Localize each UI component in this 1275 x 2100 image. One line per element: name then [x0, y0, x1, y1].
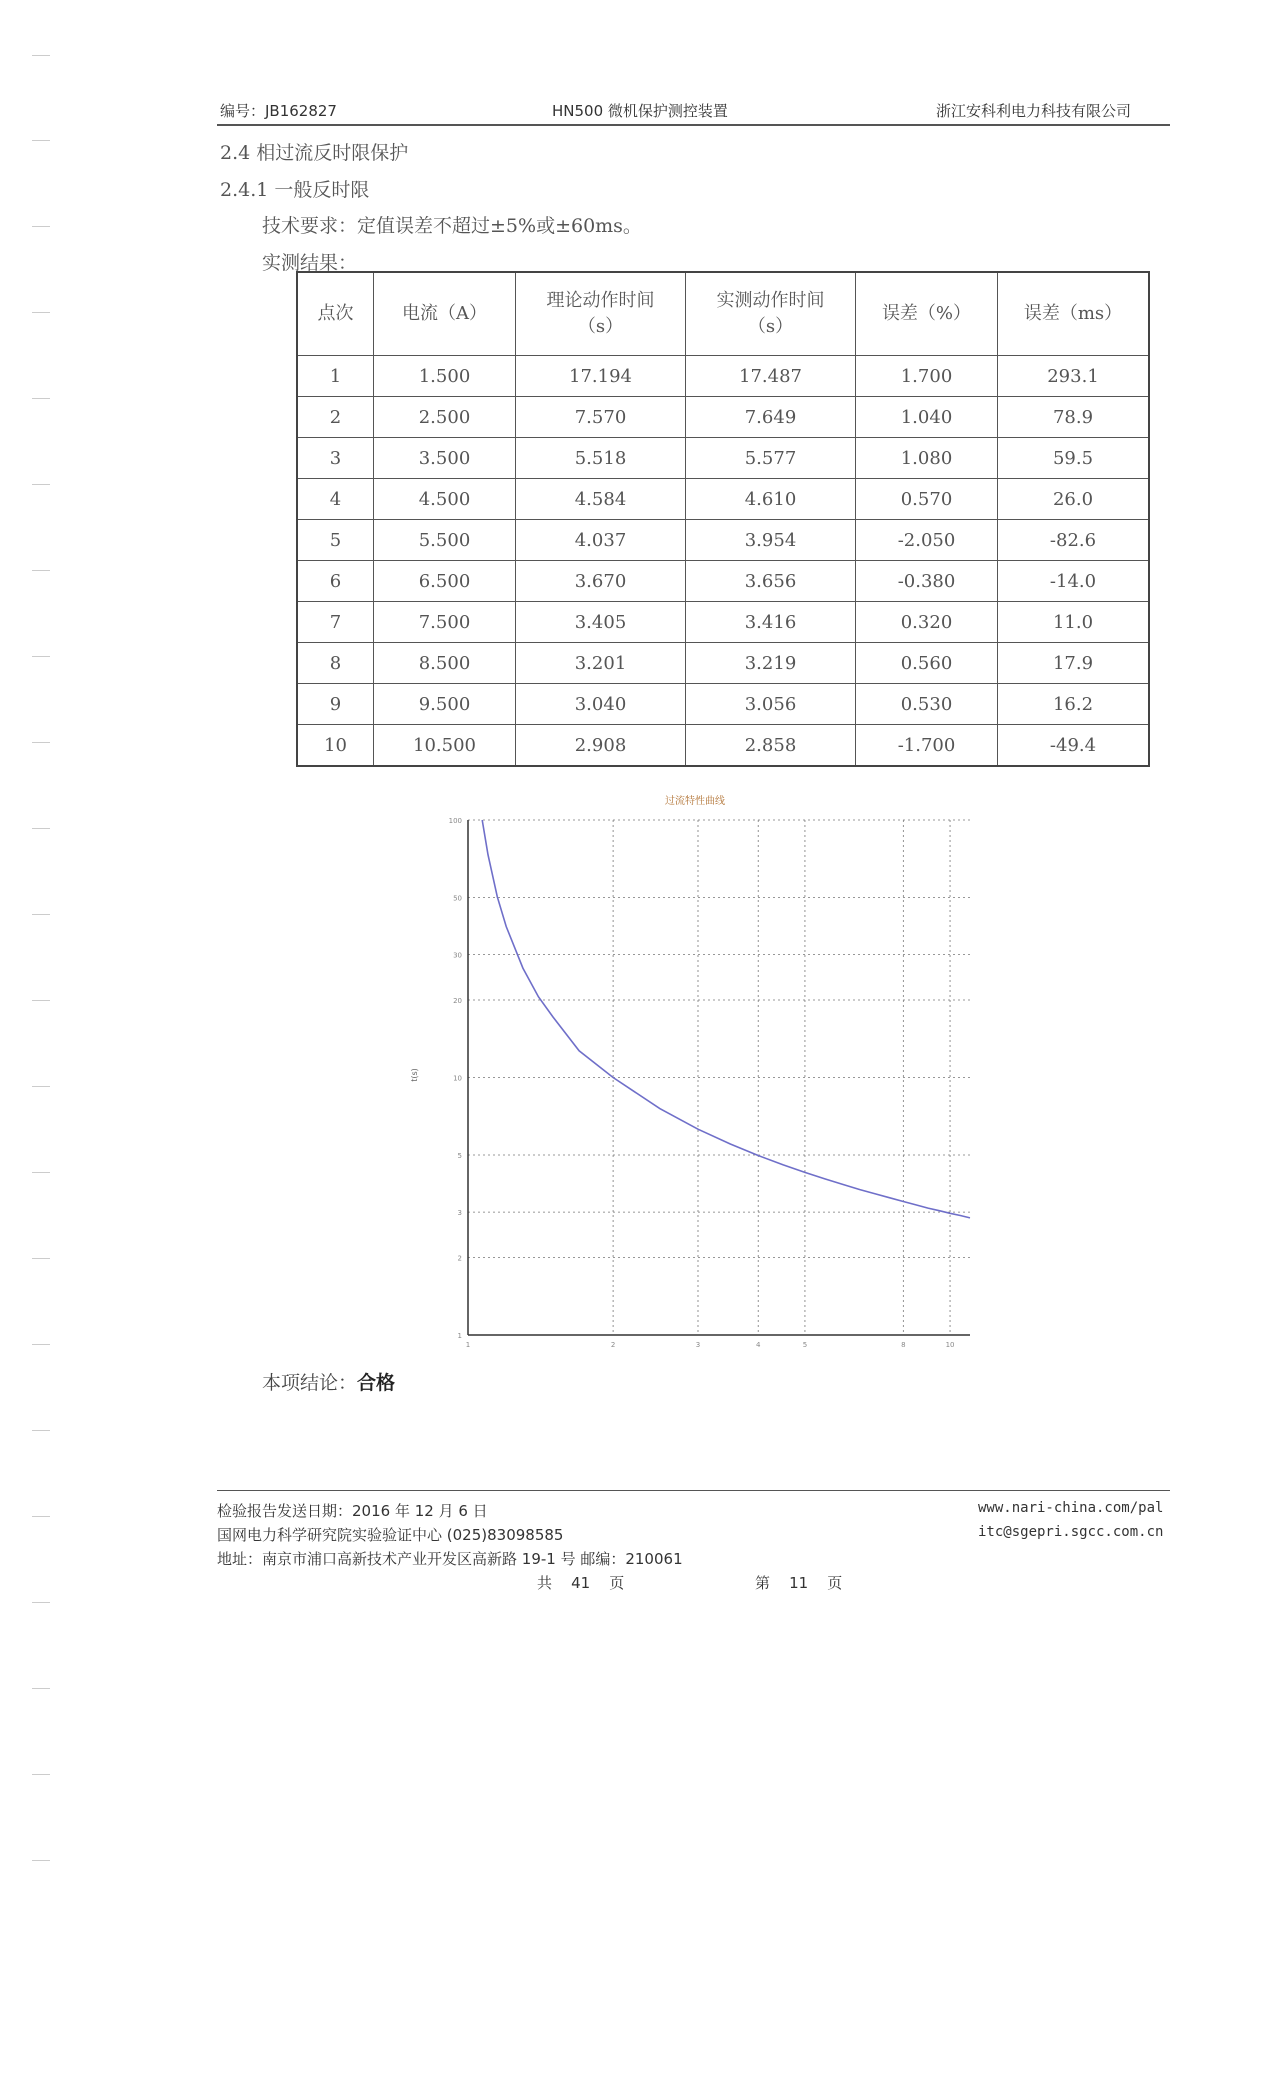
x-tick-label: 8	[901, 1341, 906, 1349]
margin-mark	[32, 398, 50, 399]
cell-measured-time: 3.219	[686, 643, 856, 684]
footer-rule	[217, 1490, 1170, 1491]
x-tick-label: 1	[465, 1341, 471, 1349]
cell-current: 6.500	[374, 561, 516, 602]
margin-mark	[32, 1516, 50, 1517]
cell-error-ms: 11.0	[998, 602, 1150, 643]
cell-error-ms: 293.1	[998, 356, 1150, 397]
margin-mark	[32, 570, 50, 571]
y-tick-labels	[449, 817, 462, 1340]
cell-error-ms: -82.6	[998, 520, 1150, 561]
cell-point: 3	[297, 438, 374, 479]
cell-theoretical-time: 7.570	[516, 397, 686, 438]
y-tick-label: 1	[457, 1332, 462, 1340]
cell-error-ms: -49.4	[998, 725, 1150, 767]
chart-series	[482, 820, 970, 1218]
cell-error-ms: 59.5	[998, 438, 1150, 479]
y-tick-label: 5	[457, 1152, 462, 1161]
cell-current: 5.500	[374, 520, 516, 561]
cell-theoretical-time: 5.518	[516, 438, 686, 479]
table-row	[297, 397, 1149, 438]
margin-mark	[32, 1258, 50, 1259]
margin-mark	[32, 1430, 50, 1431]
result-label: 实测结果：	[262, 252, 358, 274]
table-row	[297, 438, 1149, 479]
col-header-theoretical-time: 理论动作时间（s）	[516, 272, 686, 356]
overcurrent-characteristic-chart	[405, 790, 985, 1360]
conclusion-label: 本项结论：	[262, 1372, 358, 1394]
margin-mark	[32, 742, 50, 743]
cell-error-ms: 78.9	[998, 397, 1150, 438]
cell-point: 8	[297, 643, 374, 684]
cell-measured-time: 17.487	[686, 356, 856, 397]
technical-requirement: 技术要求：定值误差不超过±5%或±60ms。	[262, 215, 642, 237]
margin-mark	[32, 656, 50, 657]
margin-mark	[32, 1000, 50, 1001]
header-rule	[217, 124, 1170, 126]
col-header-error-percent: 误差（%）	[856, 272, 998, 356]
margin-mark	[32, 484, 50, 485]
cell-theoretical-time: 3.670	[516, 561, 686, 602]
margin-mark	[32, 140, 50, 141]
cell-measured-time: 3.954	[686, 520, 856, 561]
cell-theoretical-time: 3.201	[516, 643, 686, 684]
cell-error-percent: -2.050	[856, 520, 998, 561]
col-header-point: 点次	[297, 272, 374, 356]
chart-title: 过流特性曲线	[665, 796, 725, 807]
table-row	[297, 602, 1149, 643]
margin-mark	[32, 1688, 50, 1689]
cell-error-percent: 0.560	[856, 643, 998, 684]
y-tick-label: 20	[453, 996, 462, 1005]
x-tick-label: 3	[695, 1341, 701, 1349]
cell-point: 5	[297, 520, 374, 561]
institute-info: 国网电力科学研究院实验验证中心 (025)83098585	[217, 1526, 564, 1544]
margin-mark	[32, 226, 50, 227]
cell-measured-time: 5.577	[686, 438, 856, 479]
x-tick-label: 10	[945, 1341, 955, 1349]
table-row	[297, 684, 1149, 725]
margin-mark	[32, 55, 50, 56]
email-link[interactable]: itc@sgepri.sgcc.com.cn	[978, 1524, 1164, 1540]
margin-mark	[32, 914, 50, 915]
cell-point: 4	[297, 479, 374, 520]
cell-current: 9.500	[374, 684, 516, 725]
cell-error-percent: 1.040	[856, 397, 998, 438]
y-tick-label: 30	[453, 951, 462, 960]
cell-current: 3.500	[374, 438, 516, 479]
cell-measured-time: 3.416	[686, 602, 856, 643]
cell-current: 10.500	[374, 725, 516, 767]
cell-current: 1.500	[374, 356, 516, 397]
cell-measured-time: 4.610	[686, 479, 856, 520]
col-header-current: 电流（A）	[374, 272, 516, 356]
table-row	[297, 725, 1149, 767]
cell-error-ms: 16.2	[998, 684, 1150, 725]
report-send-date: 检验报告发送日期：2016 年 12 月 6 日	[217, 1502, 488, 1520]
margin-mark	[32, 1602, 50, 1603]
page-total: 共 41 页	[537, 1574, 625, 1592]
y-tick-label: 100	[448, 817, 462, 825]
cell-theoretical-time: 17.194	[516, 356, 686, 397]
results-table	[296, 271, 1150, 767]
cell-theoretical-time: 3.040	[516, 684, 686, 725]
document-number: 编号：JB162827	[220, 102, 337, 120]
cell-error-percent: 1.080	[856, 438, 998, 479]
margin-mark	[32, 1344, 50, 1345]
y-tick-label: 10	[453, 1074, 462, 1083]
cell-error-percent: 0.320	[856, 602, 998, 643]
cell-theoretical-time: 4.584	[516, 479, 686, 520]
table-row	[297, 643, 1149, 684]
table-row	[297, 561, 1149, 602]
cell-measured-time: 2.858	[686, 725, 856, 767]
margin-mark	[32, 312, 50, 313]
col-header-error-ms: 误差（ms）	[998, 272, 1150, 356]
y-tick-label: 2	[457, 1254, 462, 1263]
margin-mark	[32, 1172, 50, 1173]
x-tick-label: 4	[755, 1341, 761, 1349]
cell-error-ms: 26.0	[998, 479, 1150, 520]
col-header-measured-time: 实测动作时间（s）	[686, 272, 856, 356]
table-row	[297, 356, 1149, 397]
cell-current: 2.500	[374, 397, 516, 438]
cell-point: 6	[297, 561, 374, 602]
series-line	[482, 820, 970, 1218]
x-tick-labels	[466, 1341, 955, 1349]
cell-error-ms: 17.9	[998, 643, 1150, 684]
margin-mark	[32, 1774, 50, 1775]
section-heading: 2.4 相过流反时限保护	[220, 142, 409, 164]
y-tick-label: 50	[453, 894, 462, 903]
subsection-heading: 2.4.1 一般反时限	[220, 179, 370, 201]
table-row	[297, 520, 1149, 561]
conclusion-value: 合格	[357, 1372, 396, 1394]
cell-current: 7.500	[374, 602, 516, 643]
address-info: 地址：南京市浦口高新技术产业开发区高新路 19-1 号 邮编：210061	[217, 1550, 683, 1568]
document-title: HN500 微机保护测控装置	[552, 102, 728, 120]
page-current: 第 11 页	[755, 1574, 843, 1592]
cell-current: 4.500	[374, 479, 516, 520]
cell-current: 8.500	[374, 643, 516, 684]
cell-point: 9	[297, 684, 374, 725]
cell-point: 1	[297, 356, 374, 397]
table-header-row	[297, 272, 1149, 356]
cell-theoretical-time: 2.908	[516, 725, 686, 767]
website-link[interactable]: www.nari-china.com/pal	[978, 1500, 1164, 1516]
cell-error-percent: 0.570	[856, 479, 998, 520]
company-name: 浙江安科利电力科技有限公司	[936, 102, 1132, 120]
cell-measured-time: 7.649	[686, 397, 856, 438]
cell-point: 2	[297, 397, 374, 438]
conclusion	[262, 1368, 395, 1395]
cell-point: 7	[297, 602, 374, 643]
cell-measured-time: 3.056	[686, 684, 856, 725]
cell-error-percent: 0.530	[856, 684, 998, 725]
x-tick-label: 5	[802, 1341, 808, 1349]
margin-mark	[32, 828, 50, 829]
chart-y-axis-label: t(s)	[410, 1068, 419, 1082]
cell-error-percent: -0.380	[856, 561, 998, 602]
y-tick-label: 3	[457, 1209, 462, 1218]
cell-error-ms: -14.0	[998, 561, 1150, 602]
cell-theoretical-time: 3.405	[516, 602, 686, 643]
y-gridlines	[468, 820, 970, 1335]
cell-point: 10	[297, 725, 374, 767]
cell-measured-time: 3.656	[686, 561, 856, 602]
x-tick-label: 2	[610, 1341, 616, 1349]
table-row	[297, 479, 1149, 520]
cell-theoretical-time: 4.037	[516, 520, 686, 561]
margin-mark	[32, 1086, 50, 1087]
margin-mark	[32, 1860, 50, 1861]
cell-error-percent: 1.700	[856, 356, 998, 397]
cell-error-percent: -1.700	[856, 725, 998, 767]
